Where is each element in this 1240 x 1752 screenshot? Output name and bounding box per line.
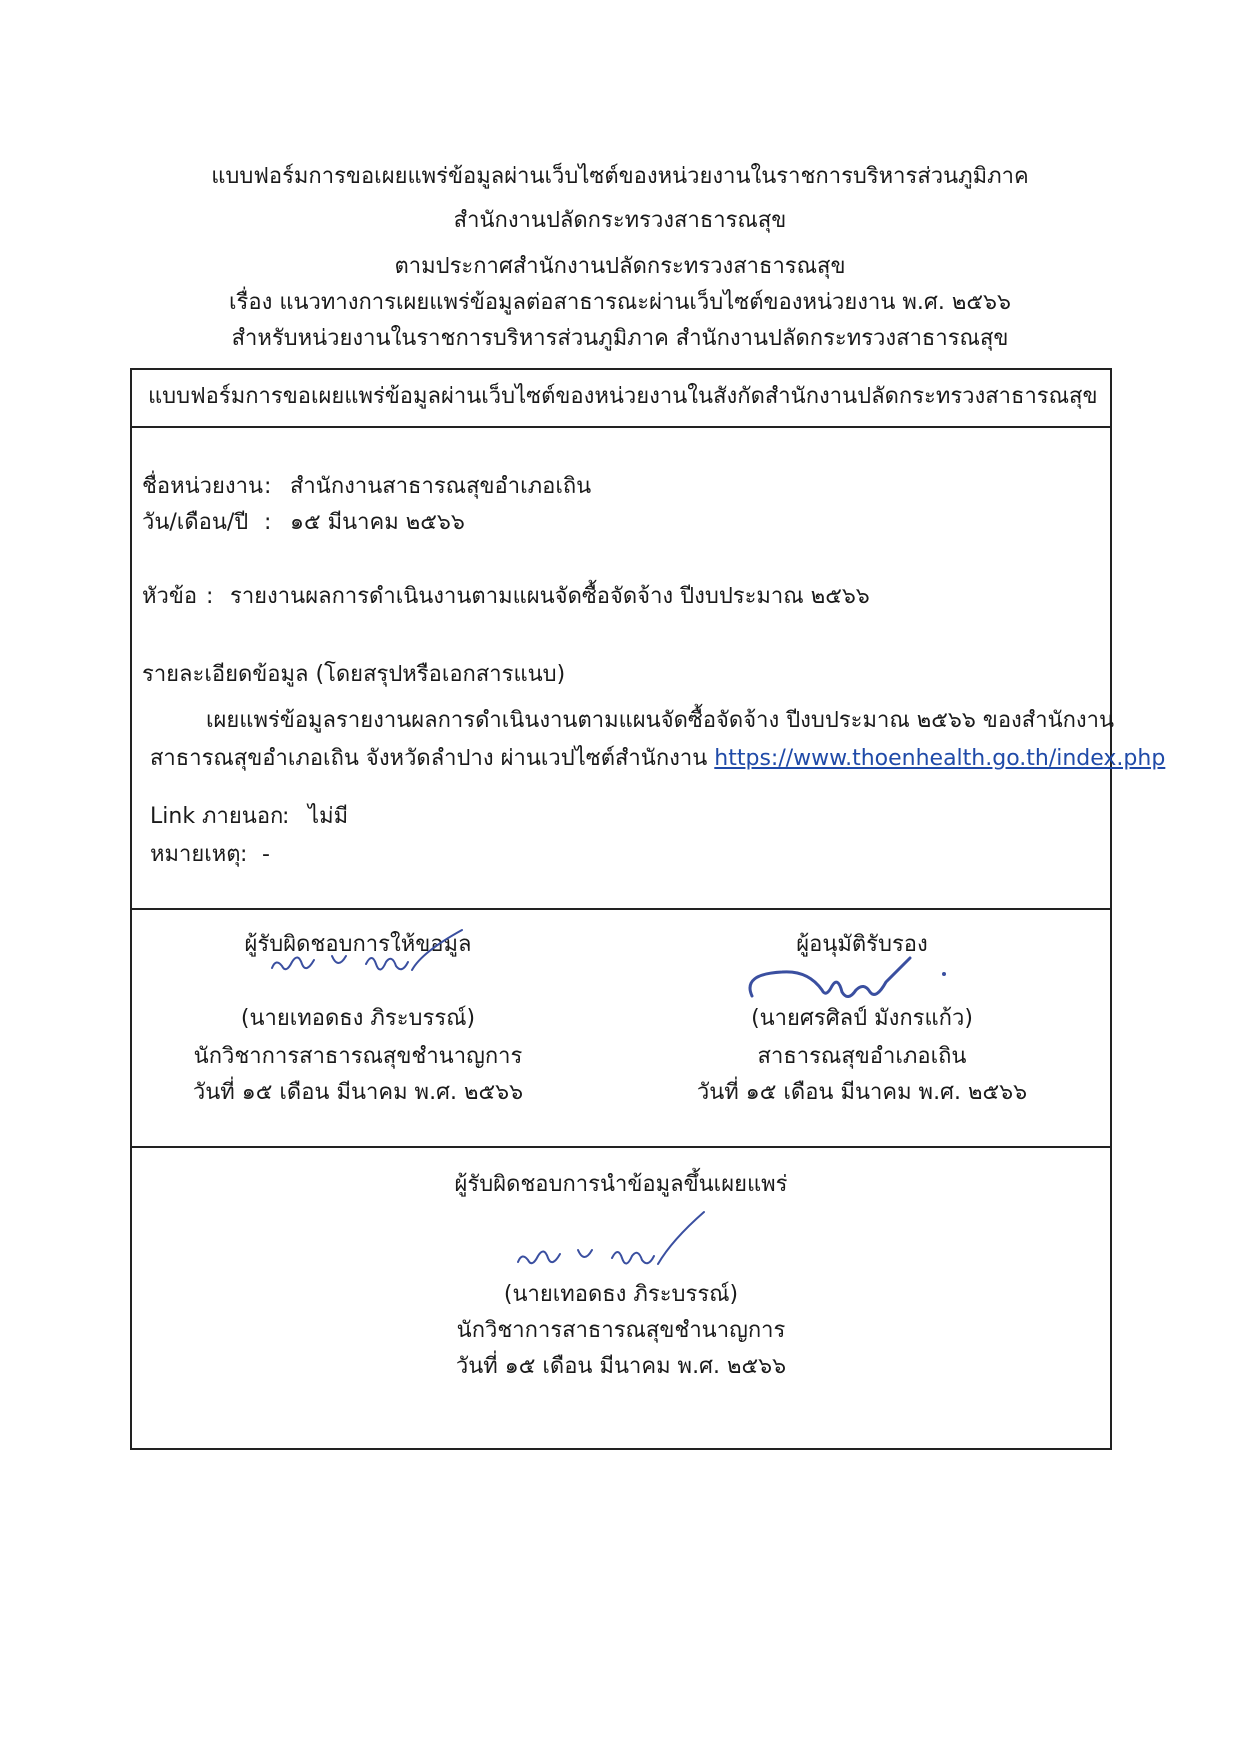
divider xyxy=(132,426,1110,428)
details-label: รายละเอียดข้อมูล (โดยสรุปหรือเอกสารแนบ) xyxy=(142,662,566,687)
publisher-position: นักวิชาการสาธารณสุขชำนาญการ xyxy=(456,1318,786,1343)
form-title: แบบฟอร์มการขอเผยแพร่ข้อมูลผ่านเว็บไซต์ของหน่วยงานในสังกัดสำนักงานปลัดกระทรวงสาธารณสุข xyxy=(148,384,1098,409)
provider-signature-image xyxy=(262,930,482,990)
doc-title-line-3: ตามประกาศสำนักงานปลัดกระทรวงสาธารณสุข xyxy=(394,254,846,279)
date-value: ๑๕ มีนาคม ๒๕๖๖ xyxy=(290,510,465,535)
provider-name: (นายเทอดธง ภิระบรรณ์) xyxy=(240,1006,476,1031)
agency-value: สำนักงานสาธารณสุขอำเภอเถิน xyxy=(290,474,592,499)
doc-title-line-5: สำหรับหน่วยงานในราชการบริหารส่วนภูมิภาค สำนักงานปลัดกระทรวงสาธารณสุข xyxy=(231,326,1009,351)
details-text-line-1: เผยแพร่ข้อมูลรายงานผลการดำเนินงานตามแผนจัดซื้อจัดจ้าง ปีงบประมาณ ๒๕๖๖ ของสำนักงาน xyxy=(206,708,1115,733)
provider-date: วันที่ ๑๕ เดือน มีนาคม พ.ศ. ๒๕๖๖ xyxy=(192,1080,524,1105)
approver-date: วันที่ ๑๕ เดือน มีนาคม พ.ศ. ๒๕๖๖ xyxy=(696,1080,1028,1105)
topic-value: รายงานผลการดำเนินงานตามแผนจัดซื้อจัดจ้าง ปีงบประมาณ ๒๕๖๖ xyxy=(230,584,870,609)
external-link-label: Link ภายนอก xyxy=(150,804,284,829)
agency-label: ชื่อหน่วยงาน xyxy=(142,474,264,499)
date-label: วัน/เดือน/ปี xyxy=(142,510,249,535)
publisher-name: (นายเทอดธง ภิระบรรณ์) xyxy=(503,1282,739,1307)
external-link-value: ไม่มี xyxy=(308,804,349,829)
doc-title-line-2: สำนักงานปลัดกระทรวงสาธารณสุข xyxy=(453,208,787,233)
approver-role: ผู้อนุมัติรับรอง xyxy=(796,932,928,957)
publisher-role: ผู้รับผิดชอบการนำข้อมูลขึ้นเผยแพร่ xyxy=(454,1172,788,1197)
remark-value: - xyxy=(262,842,270,867)
website-link[interactable]: https://www.thoenhealth.go.th/index.php xyxy=(714,746,1166,771)
separator: : xyxy=(264,510,272,535)
provider-position: นักวิชาการสาธารณสุขชำนาญการ xyxy=(193,1044,523,1069)
form-table xyxy=(130,368,1166,1450)
divider xyxy=(132,1146,1110,1148)
separator: : xyxy=(264,474,272,499)
approver-name: (นายศรศิลป์ มังกรแก้ว) xyxy=(751,1006,973,1031)
topic-label: หัวข้อ xyxy=(142,584,198,609)
publisher-signature-image xyxy=(508,1208,728,1288)
remark-label: หมายเหตุ xyxy=(150,842,241,867)
separator: : xyxy=(206,584,214,609)
provider-role: ผู้รับผิดชอบการให้ขอมูล xyxy=(244,932,472,957)
details-text: สาธารณสุขอำเภอเถิน จังหวัดลำปาง ผ่านเวปไซต์สำนักงาน xyxy=(150,746,708,771)
separator: : xyxy=(282,804,290,829)
approver-position: สาธารณสุขอำเภอเถิน xyxy=(757,1044,967,1069)
divider xyxy=(132,908,1110,910)
doc-title-line-1: แบบฟอร์มการขอเผยแพร่ข้อมูลผ่านเว็บไซต์ของหน่วยงานในราชการบริหารส่วนภูมิภาค xyxy=(211,164,1029,189)
details-text-line-2 xyxy=(150,744,1165,774)
separator: : xyxy=(240,842,248,867)
doc-title-line-4: เรื่อง แนวทางการเผยแพร่ข้อมูลต่อสาธารณะผ่านเว็บไซต์ของหน่วยงาน พ.ศ. ๒๕๖๖ xyxy=(229,290,1011,315)
publisher-date: วันที่ ๑๕ เดือน มีนาคม พ.ศ. ๒๕๖๖ xyxy=(455,1354,787,1379)
